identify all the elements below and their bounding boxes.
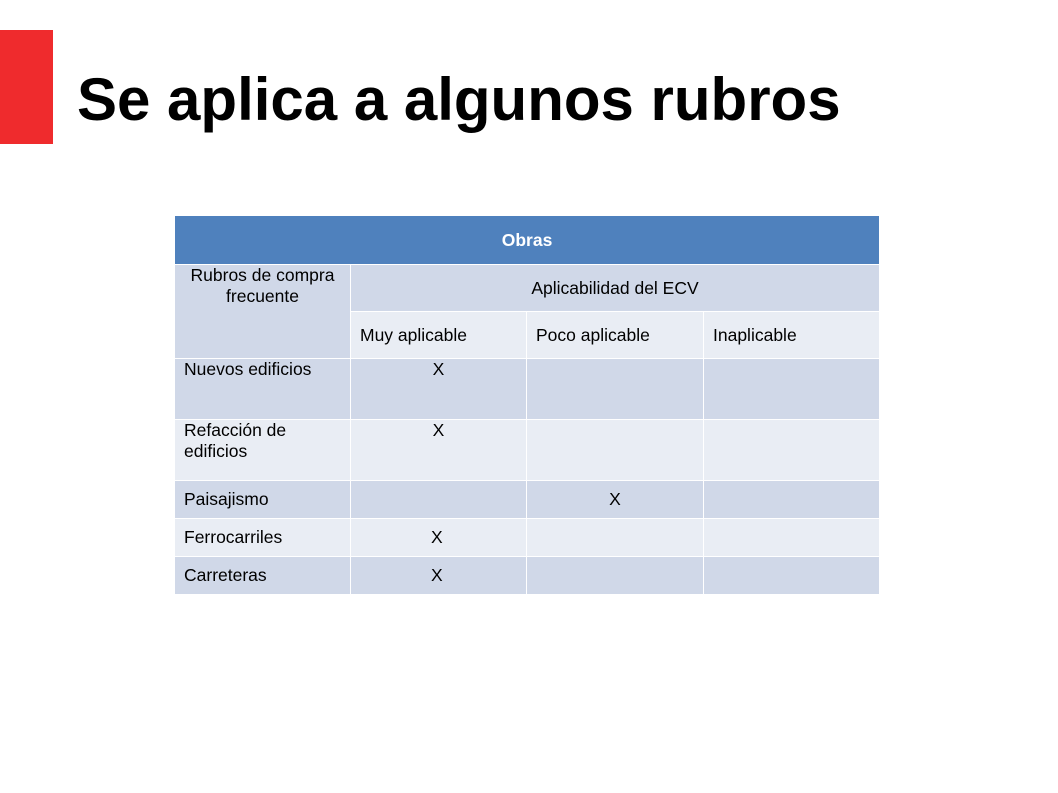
table-header-row xyxy=(175,265,880,312)
rubro-cell: Nuevos edificios xyxy=(175,359,351,420)
applicability-table xyxy=(174,215,880,595)
poco-cell xyxy=(527,420,704,481)
slide-title: Se aplica a algunos rubros xyxy=(77,66,841,133)
header-inaplicable: Inaplicable xyxy=(704,312,880,359)
muy-cell: X xyxy=(351,359,527,420)
table-row xyxy=(175,481,880,519)
table-caption-row xyxy=(175,216,880,265)
header-muy-aplicable: Muy aplicable xyxy=(351,312,527,359)
poco-cell xyxy=(527,557,704,595)
accent-bar xyxy=(0,30,53,144)
inaplicable-cell xyxy=(704,481,880,519)
table-row xyxy=(175,557,880,595)
poco-cell xyxy=(527,519,704,557)
muy-cell xyxy=(351,481,527,519)
header-aplicabilidad: Aplicabilidad del ECV xyxy=(351,265,880,312)
table-row xyxy=(175,359,880,420)
table-caption: Obras xyxy=(175,216,880,265)
inaplicable-cell xyxy=(704,519,880,557)
inaplicable-cell xyxy=(704,420,880,481)
muy-cell: X xyxy=(351,519,527,557)
table-row xyxy=(175,420,880,481)
muy-cell: X xyxy=(351,420,527,481)
rubro-cell: Paisajismo xyxy=(175,481,351,519)
poco-cell xyxy=(527,359,704,420)
muy-cell: X xyxy=(351,557,527,595)
table-row xyxy=(175,519,880,557)
rubro-cell: Refacción de edificios xyxy=(175,420,351,481)
header-rubros: Rubros de compra frecuente xyxy=(175,265,351,359)
inaplicable-cell xyxy=(704,557,880,595)
rubro-cell: Carreteras xyxy=(175,557,351,595)
poco-cell: X xyxy=(527,481,704,519)
header-poco-aplicable: Poco aplicable xyxy=(527,312,704,359)
rubro-cell: Ferrocarriles xyxy=(175,519,351,557)
inaplicable-cell xyxy=(704,359,880,420)
